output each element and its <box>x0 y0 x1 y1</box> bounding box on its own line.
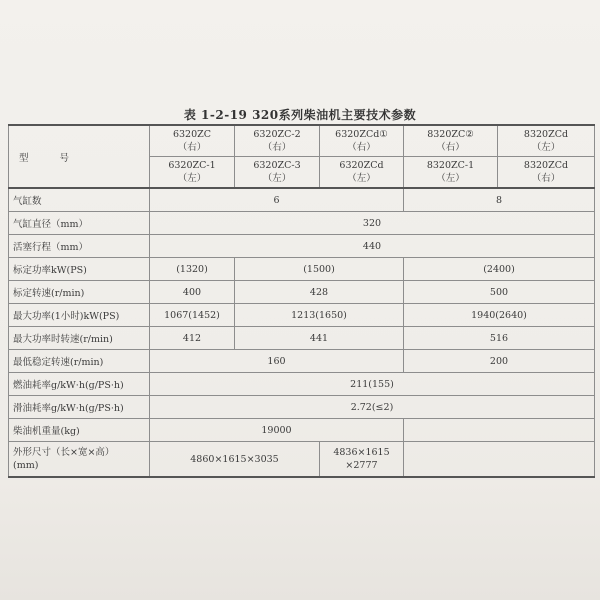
table-row <box>9 419 595 442</box>
row-label: 最大功率(1小时)kW(PS) <box>9 304 150 327</box>
header-row-top <box>9 125 595 157</box>
row-label: 气缸数 <box>9 188 150 212</box>
cell-value: 1067(1452) <box>150 304 235 327</box>
table-row <box>9 188 595 212</box>
table-row <box>9 327 595 350</box>
cell-value: 211(155) <box>150 373 595 396</box>
model-header: 8320ZC② （右） <box>404 125 498 157</box>
cell-value: 8 <box>404 188 595 212</box>
row-label: 最低稳定转速(r/min) <box>9 350 150 373</box>
cell-value: (1500) <box>235 258 404 281</box>
cell-value: (2400) <box>404 258 595 281</box>
model-header: 8320ZCd （左） <box>498 125 595 157</box>
cell-value: 19000 <box>150 419 404 442</box>
cell-empty <box>404 442 595 478</box>
cell-value: 400 <box>150 281 235 304</box>
model-header: 8320ZCd （右） <box>498 157 595 189</box>
table-row <box>9 373 595 396</box>
cell-value: 6 <box>150 188 404 212</box>
table-row <box>9 396 595 419</box>
table-row <box>9 304 595 327</box>
table-row <box>9 212 595 235</box>
table-title: 表 1-2-19 320系列柴油机主要技术参数 <box>183 108 417 122</box>
model-header: 6320ZCd （左） <box>320 157 404 189</box>
cell-value-line: ×2777 <box>345 460 378 471</box>
model-header: 8320ZC-1 （左） <box>404 157 498 189</box>
row-label-line: 外形尺寸（长×宽×高） <box>13 447 115 458</box>
row-label: 活塞行程（mm） <box>9 235 150 258</box>
model-header: 6320ZC-3 （左） <box>235 157 320 189</box>
parameters-table <box>8 124 595 478</box>
cell-value: 1213(1650) <box>235 304 404 327</box>
cell-value: 160 <box>150 350 404 373</box>
cell-value: 200 <box>404 350 595 373</box>
row-label: 气缸直径（mm） <box>9 212 150 235</box>
table-row <box>9 442 595 478</box>
cell-value: 428 <box>235 281 404 304</box>
table-row <box>9 281 595 304</box>
cell-value: 2.72(≤2) <box>150 396 595 419</box>
model-header: 6320ZC （右） <box>150 125 235 157</box>
cell-value <box>320 442 404 478</box>
model-header: 6320ZCd① （右） <box>320 125 404 157</box>
page-bottom-shade <box>0 480 600 600</box>
row-label: 燃油耗率g/kW·h(g/PS·h) <box>9 373 150 396</box>
type-label: 型 号 <box>9 125 150 188</box>
row-label: 最大功率时转速(r/min) <box>9 327 150 350</box>
row-label <box>9 442 150 478</box>
cell-value: 1940(2640) <box>404 304 595 327</box>
cell-value: (1320) <box>150 258 235 281</box>
cell-value: 516 <box>404 327 595 350</box>
row-label: 柴油机重量(kg) <box>9 419 150 442</box>
row-label-line: (mm) <box>13 460 39 471</box>
table-row <box>9 350 595 373</box>
table-row <box>9 235 595 258</box>
cell-value: 440 <box>150 235 595 258</box>
cell-value: 441 <box>235 327 404 350</box>
cell-value: 412 <box>150 327 235 350</box>
cell-value: 500 <box>404 281 595 304</box>
cell-empty <box>404 419 595 442</box>
row-label: 标定转速(r/min) <box>9 281 150 304</box>
model-header: 6320ZC-1 （左） <box>150 157 235 189</box>
model-header: 6320ZC-2 （右） <box>235 125 320 157</box>
row-label: 滑油耗率g/kW·h(g/PS·h) <box>9 396 150 419</box>
table-row <box>9 258 595 281</box>
row-label: 标定功率kW(PS) <box>9 258 150 281</box>
cell-value: 320 <box>150 212 595 235</box>
cell-value: 4860×1615×3035 <box>150 442 320 478</box>
cell-value-line: 4836×1615 <box>333 447 390 458</box>
